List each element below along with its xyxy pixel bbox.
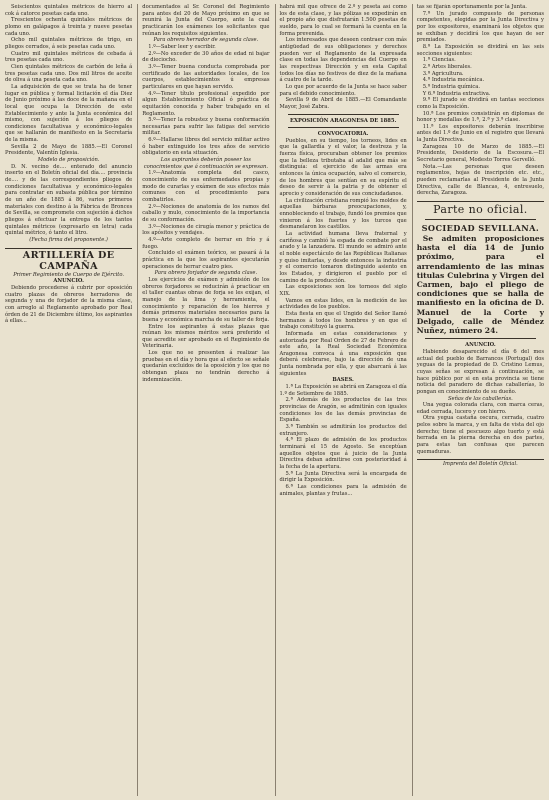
bases-heading: BASES.: [332, 377, 354, 384]
paragraph: Esta fiesta en que el Ungido del Señor llamó hermanos á todos los hombres y en que el trabajo constituyó la guerra.: [279, 310, 407, 331]
paragraph: 2.ª Además de los productos de las tres provincias de Aragón, se admitirán con iguales condiciones los de las demás provincias de España.: [279, 397, 407, 424]
paragraph: tas se fijarán oportunamente por la Junta.: [416, 4, 527, 10]
parte-no-oficial-heading: Parte no oficial.: [433, 203, 528, 217]
list-item: 2.ª Artes liberales.: [422, 63, 472, 70]
anuncio-heading: ANUNCIO.: [53, 278, 84, 285]
paragraph: 11.ª Los expositores deberán inscribirse antes del 1.º de Junio en el registro que llevará la Junta Directiva.: [416, 123, 544, 144]
column-3: [275, 4, 407, 796]
sociedad-sevillana-heading: SOCIEDAD SEVILLANA.: [421, 223, 540, 234]
paragraph: Cuatro mil quintales métricos de cebada á tres pesetas cada uno.: [5, 50, 133, 64]
notice-text: Se admiten proposiciones hasta el día 14 de Junio próximo, para el arrendamiento de las minas titulas Culebrina y Virgen del Carmen, bajo el pliego de condiciones que se halla de manifiesto en la oficina de D. Manuel de la Corte y Delgado, calle de Méndez Nuñez, número 24.: [416, 234, 544, 336]
paragraph: 2.º—No exceder de 30 años de edad ni bajar de dieciocho.: [142, 50, 270, 64]
paragraph: 10.ª Los premios consistirán en diplomas de honor y medallas de 1.ª, 2.ª y 3.ª clase.: [416, 110, 544, 124]
subheading: Los aspirantes deberán poseer los conocimientos que á continuación se expresan.: [143, 157, 268, 170]
subheading: Señas de las caballerías.: [447, 395, 513, 402]
imprenta-footer: Imprenta del Boletín Oficial.: [442, 461, 518, 468]
paragraph: Otra yegua castaña oscura, cerrada, cuatro pelos sobre la marca, y en falta de vista del ojo derecho; tiene el pescuezo algo tuerto y está herrada en la pierna derecha en dos partes, para estas tan confusas que parecen quemaduras.: [416, 415, 544, 455]
list-item: 4.ª Industria mecánica.: [422, 77, 485, 84]
paragraph: Concluido el exámen teórico, se pasará á la práctica en la que los aspirantes ejecutarán operaciones de herrar cuatro pies.: [142, 250, 270, 270]
paragraph: 9.ª El jurado se dividirá en tantas secciones como la Exposición.: [416, 97, 544, 110]
paragraph: Vamos en estas lides, en la medición de las actividades de los pueblos.: [279, 297, 407, 311]
paragraph: Una yegua colorada clara, con marca ceras, edad cerrada, lucero y con hierro.: [416, 402, 544, 415]
paragraph: Sevilla 2 de Mayo de 1885.—El Coronel Presidente, Valentín Iglesia.: [5, 143, 133, 157]
paragraph: Sevilla 9 de Abril de 1885.—El Comandante Mayor, José Zabra.: [279, 97, 407, 110]
paragraph: 6.º—Hallarse libres del servicio militar activo ó haber extinguido los tres años de servicio obligatorio en esta situación.: [142, 137, 270, 157]
paragraph: Nota.—Las personas que deseen reglamentos, hojas de inscripción etc. etc., pueden reclamarlas al Presidente de la Junta Directiva, calle de Blancas, 4, entresuelo, derecha, Zaragoza.: [416, 163, 544, 197]
paragraph: Ocho mil quintales métricos de trigo, en pliegos cerrados, á seis pesetas cada uno.: [5, 37, 133, 50]
paragraph: Seiscientos quintales métricos de hierro al cok á catorce pesetas cada uno.: [5, 4, 133, 17]
paragraph: Habiendo desaparecido el día 6 del mes actual del pueblo de Barrancos (Portugal) dos yeguas de la propiedad de D. Cristino Lemus, cuyas señas se expresan á continuación, se hace público por si en esta provincia se tiene noticia del paradero de dichas caballerías, lo pongan en conocimiento de su dueño.: [416, 348, 544, 395]
paragraph: Zaragoza 10 de Marzo de 1885.—El Presidente, Desiderio de la Escosura.—El Secretario general, Modesto Torres Gervelló.: [416, 143, 544, 164]
paragraph: habrá mil que ofrece de 2.º y peseta así como los de esta clase, y las pólizas se expedirán en el propio año que disfrutarán 1.500 pesetas de sueldo, para lo cual se formará la cuenta en la forma prevenida.: [279, 4, 407, 37]
paragraph: Entre los aspirantes á estas plazas que reúnan los mismos méritos será preferido el que acredite ser aprobado en el Regimiento de Veterinaria.: [142, 323, 270, 350]
paragraph: Pueblos, en su tiempo, los torneos, lides en que la gallardía y el valor, la destreza y la fuerza física, procuraban obtener los premios que la belleza tributaba al adalid que más se distinguía: el ejercicio de las armas era entonces la única ocupación, salvo el comercio, de los hombres que sentían en su espíritu el deseo de servir á la patria y de obtener el aprecio y consideración de sus conciudadanos.: [279, 137, 407, 198]
paragraph: Debiendo procederse á cubrir por oposición cuatro plazas de obreros herradores de segunda y una de forjador de la misma clase, con arreglo al Reglamento aprobado por Real órden de 21 de Diciembre último, los aspirantes á ellas...: [5, 284, 133, 325]
paragraph: Lo que por acuerdo de la Junta se hace saber para el debido conocimiento.: [279, 83, 407, 97]
divider: [425, 219, 536, 220]
paragraph: D. N. vecino de.... enterado del anuncio inserto en el Boletín oficial del día.... provincia de.... y de las correspondientes pliegos de condiciones facultativas y económico-legales para contratar en subasta pública por término de un año de 1885 á 86, varios primeros materiales con destino á la Fábrica de Bronces de Sevilla, se compromete con sujeción á dichos pliegos á efectuar la entrega de los tantos quintales métricos (expresarlo en letra) cada quintal métrico, ó tanto el litro.: [5, 163, 133, 237]
paragraph: La actividad humana lleva fraternal y cariñosa y cambió la espada de combate por el arado y la lanzadera. El mundo se admiró ante el noble espectáculo de las Repúblicas Italianas y quiso imitarlas, y desde entonces la industria y el comercio tomaron distinguido asiento en los Estados, y dirigieron el pueblo por el camino de la producción.: [279, 231, 407, 284]
divider: [288, 114, 399, 115]
paragraph: 1.º—Anatomía completa del casco, conocimiento de sus enfermedades propias y modo de curarlas y exámen de sus efectos más comunes con el procedimiento para combatirlos.: [142, 170, 270, 204]
paragraph: 3.º—Nociones de cirugía menor y práctica de los apósitos y vendajes.: [142, 223, 270, 237]
divider: [425, 338, 536, 339]
paragraph: La adquisición de que se trata ha de tener lugar en pública y formal licitación el día Diez de Junio próximo á las doce de la mañana en el local que ocupa la Dirección de este Establecimiento y ante la Junta económica del mismo, con sujeción á los pliegos de condiciones facultativas y económico-legales que se hallarán de manifiesto en la Secretaría de la misma.: [5, 83, 133, 144]
paragraph: Los que no se presenten á realizar las pruebas en el día y hora que al efecto se señale quedarán excluidos de la oposición y los que no obtengan plaza no tendrán derecho á indemnización.: [142, 350, 270, 383]
paragraph: Los interesados que deseen contraer con más antigüedad de sus obligaciones y derechos pueden ver el Reglamento de la expresada clase en todas las dependencias del Cuerpo en las respectivas Dirección y en esta Capital todos los días no festivos de diez de la mañana á cuatro de la tarde.: [279, 37, 407, 84]
paragraph: Cien quintales métricos de carbón de leña á tres pesetas cada uno. Dos mil litros de aceite de oliva á una peseta cada uno.: [5, 63, 133, 84]
paragraph: 4.ª El plazo de admisión de los productos terminará el 15 de Agosto. Se exceptúan aquellos objetos que á juicio de la Junta Directiva deban admitirse con posterioridad á la fecha de la apertura.: [279, 437, 407, 470]
paragraph: Trescientos ochenta quintales métricos de plomo en galápagos á treinta y nueve pesetas cada uno.: [5, 17, 133, 37]
subheading: Para obrero herrador de segunda clase.: [153, 37, 259, 44]
paragraph: 4.º—Arte completo de herrar en frío y á fuego.: [142, 236, 270, 250]
paragraph: 1.ª La Exposición se abrirá en Zaragoza el día 1.º de Setiembre de 1885.: [279, 384, 407, 397]
paragraph: La civilización cristiana rompió los moldes de aquellas bárbaras preocupaciones, y, ennobleciendo el trabajo, fundó los premios que vinieron á los fuertes y los turcos que desmanelaron los castillos.: [279, 197, 407, 231]
divider: [5, 248, 132, 249]
paragraph: 3.º—Tener buena conducta comprobada por certificado de las autoridades locales, de los cuerpos, establecimientos ú empresas particulares en que hayan servido.: [142, 63, 270, 90]
section-title-artilleria: ARTILLERÍA DE CAMPAÑA: [22, 249, 115, 272]
paragraph: Informada en estas consideraciones y autorizada por Real Orden de 27 de Febrero de este año, la Real Sociedad Económica Aragonesa convoca á una exposición que deberá celebrarse, bajo la dirección de una Junta nombrada por ella, y que abarcará á las siguientes: [279, 330, 407, 377]
exposicion-title: EXPOSICIÓN ARAGONESA DE 1885.: [289, 117, 397, 124]
paragraph: documentados al Sr. Coronel del Regimiento para antes del 20 de Mayo próximo en que se reunirá la Junta del Cuerpo, ante la cual practicarán los exámenes los solicitantes que reúnan los requisitos siguientes.: [142, 4, 270, 37]
paragraph: 5.ª La Junta Directiva será la encargada de dirigir la Exposición.: [279, 470, 407, 484]
divider: [288, 127, 399, 128]
paragraph: 7.ª Un jurado compuesto de personas competentes, elegidas por la Junta Directiva y por los expositores, examinará los objetos que se exhiban y decidirá los que hayan de ser premiados.: [416, 10, 544, 44]
divider: [417, 201, 544, 202]
column-1: [5, 4, 132, 796]
section-subtitle: Primer Regimiento de Cuerpo de Ejército.: [13, 271, 125, 278]
paragraph: 3.ª También se admitirán los productos del extranjero.: [279, 424, 407, 437]
paragraph: 5.º—Tener la robustez y buena conformación necesarias para sufrir las fatigas del servicio militar.: [142, 117, 270, 137]
paragraph: 1.º—Saber leer y escribir.: [148, 43, 216, 50]
list-item: 5.ª Industria química.: [422, 83, 481, 90]
paragraph: Los ejercicios de exámen y admisión de los obreros forjadores se reducirán á practicar en el taller cuantas obras de forja se les exijan, el manejo de la lima y herramienta, el conocimiento y reparación de los hierros y demás primeros materiales necesarios para la buena y económica marcha de su taller de forja.: [142, 276, 270, 323]
signature-note: (Fecha firma del proponente.): [29, 236, 108, 243]
anuncio-heading: ANUNCIO.: [465, 342, 496, 349]
list-item: 3.ª Agricultura.: [422, 70, 464, 77]
convocatoria-heading: CONVOCATORIA.: [317, 131, 369, 138]
subheading: Para obrero forjador de segunda clase.: [154, 270, 258, 277]
column-2: [137, 4, 269, 796]
paragraph: 8.ª La Exposición se dividirá en las seis secciones siguientes:: [416, 43, 544, 57]
paragraph: 2.º—Nociones de anatomía de los ramos del caballo y mulo, conocimiento de la importancia de su conformación.: [142, 203, 270, 223]
list-item: 1.ª Ciencias.: [422, 57, 456, 64]
paragraph: 4.º—Tener título profesional expedido por algun Establecimiento Oficial ó práctica de equitación conocida y haber trabajado en el Reglamento.: [142, 90, 270, 117]
model-title: Modelo de proposición.: [37, 157, 100, 164]
column-4: [412, 4, 544, 796]
paragraph: 6.ª Las condiciones para la admisión de animales, plantas y frutas...: [279, 483, 407, 497]
list-item: Y 6.ª Industria extractiva.: [422, 90, 491, 97]
paragraph: Las exposiciones son los torneos del siglo XIX.: [279, 284, 407, 297]
